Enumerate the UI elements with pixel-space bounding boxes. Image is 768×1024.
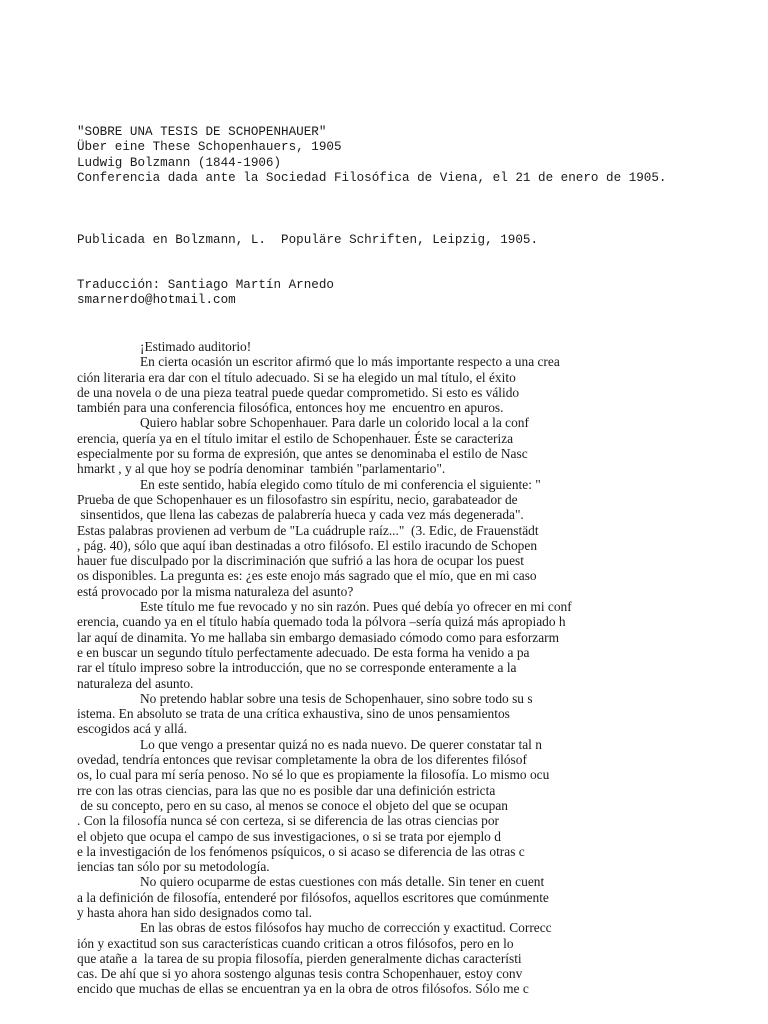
translator-line: Traducción: Santiago Martín Arnedo [77, 278, 334, 292]
publication-note: Publicada en Bolzmann, L. Populäre Schriften, Leipzig, 1905. [77, 233, 539, 247]
translation-block [77, 278, 768, 309]
body-line: está provocado por la misma naturaleza del asunto? [77, 583, 354, 599]
body-line: a la definición de filosofía, entenderé por filósofos, aquellos escritores que comúnmente [77, 889, 549, 905]
body-line: Estas palabras provienen ad verbum de "La cuádruple raíz..." (3. Edic, de Frauenstädt [77, 522, 539, 538]
body-line: os disponibles. La pregunta es: ¿es este enojo más sagrado que el mío, que en mi caso [77, 568, 537, 584]
translator-email: smarnerdo@hotmail.com [77, 293, 236, 308]
body-line: En las obras de estos filósofos hay mucho de corrección y exactitud. Correcc [140, 920, 552, 936]
body-line: que atañe a la tarea de su propia filosofía, pierden generalmente dichas característi [77, 950, 522, 966]
body-line: hmarkt , y al que hoy se podría denominar también "parlamentario". [77, 461, 446, 477]
body-line: naturaleza del asunto. [77, 675, 194, 691]
publication-block [77, 233, 768, 248]
body-line: iencias tan sólo por su metodología. [77, 859, 270, 875]
body-line: el objeto que ocupa el campo de sus investigaciones, o si se trata por ejemplo d [77, 828, 501, 844]
body-line: también para una conferencia filosófica, entonces hoy me encuentro en apuros. [77, 400, 504, 416]
body-line: Lo que vengo a presentar quizá no es nada nuevo. De querer constatar tal n [140, 736, 542, 752]
body-line: , pág. 40), sólo que aquí iban destinadas a otro filósofo. El estilo iracundo de Schopen [77, 537, 538, 553]
body-line: cas. De ahí que si yo ahora sostengo algunas tesis contra Schopenhauer, estoy conv [77, 966, 523, 982]
body-line: rre con las otras ciencias, para las que no es posible dar una definición estricta [77, 782, 496, 798]
body-line: sinsentidos, que llena las cabezas de palabrería hueca y cada vez más degenerada". [77, 507, 524, 523]
body-line: No quiero ocuparme de estas cuestiones con más detalle. Sin tener en cuent [140, 874, 545, 890]
body-line: lar aquí de dinamita. Yo me hallaba sin embargo demasiado cómodo como para esforzarm [77, 629, 560, 645]
body-line: ión y exactitud son sus características cuando critican a otros filósofos, pero en lo [77, 935, 514, 951]
body-line: . Con la filosofía nunca sé con certeza, si se diferencia de las otras ciencias por [77, 813, 500, 829]
body-line: de su concepto, pero en su caso, al menos se conoce el objeto del que se ocupan [77, 797, 508, 813]
body-line: ovedad, tendría entonces que revisar completamente la obra de los diferentes filósof [77, 752, 527, 768]
body-text [77, 339, 768, 997]
document-header [77, 125, 768, 186]
body-line: e la investigación de los fenómenos psíquicos, o si acaso se diferencia de las otras c [77, 843, 525, 859]
body-line: os, lo cual para mí sería penoso. No sé lo que es propiamente la filosofía. Lo mismo ocu [77, 767, 550, 783]
author-line: Ludwig Bolzmann (1844-1906) [77, 155, 282, 170]
body-line: En este sentido, había elegido como título de mi conferencia el siguiente: " [140, 476, 541, 492]
body-line: hauer fue disculpado por la discriminación que sufrió a las hora de ocupar los puest [77, 553, 524, 569]
body-line: ción literaria era dar con el título adecuado. Si se ha elegido un mal título, el éxito [77, 369, 516, 385]
original-title: Über eine These Schopenhauers, 1905 [77, 140, 342, 155]
document-title: "SOBRE UNA TESIS DE SCHOPENHAUER" [77, 125, 327, 139]
body-line: de una novela o de una pieza teatral puede quedar comprometido. Si esto es válido [77, 384, 520, 400]
body-line: especialmente por su forma de expresión, que antes se denominaba el estilo de Nasc [77, 446, 528, 462]
body-line: erencia, quería ya en el título imitar el estilo de Schopenhauer. Éste se caracteriza [77, 430, 514, 446]
body-line: No pretendo hablar sobre una tesis de Schopenhauer, sino sobre todo su s [140, 690, 533, 706]
body-line: Prueba de que Schopenhauer es un filosofastro sin espíritu, necio, garabateador de [77, 491, 518, 507]
body-line: rar el título impreso sobre la introducción, que no se corresponde enteramente a la [77, 660, 517, 676]
body-line: e en buscar un segundo título perfectamente adecuado. De esta forma ha venido a pa [77, 644, 530, 660]
body-line: escogidos acá y allá. [77, 721, 188, 737]
body-line: Este título me fue revocado y no sin razón. Pues qué debía yo ofrecer en mi conf [140, 599, 572, 615]
body-line: ¡Estimado auditorio! [140, 339, 252, 354]
body-line: En cierta ocasión un escritor afirmó que lo más importante respecto a una crea [140, 354, 560, 370]
body-line: erencia, cuando ya en el título había quemado toda la pólvora –sería quizá más apropiado h [77, 614, 566, 630]
body-line: encido que muchas de ellas se encuentran ya en la obra de otros filósofos. Sólo me c [77, 981, 529, 997]
body-line: istema. En absoluto se trata de una crítica exhaustiva, sino de unos pensamientos [77, 706, 510, 722]
body-line: y hasta ahora han sido designados como tal. [77, 904, 313, 920]
conference-note: Conferencia dada ante la Sociedad Filosófica de Viena, el 21 de enero de 1905. [77, 170, 667, 185]
body-line: Quiero hablar sobre Schopenhauer. Para darle un colorido local a la conf [140, 415, 529, 431]
